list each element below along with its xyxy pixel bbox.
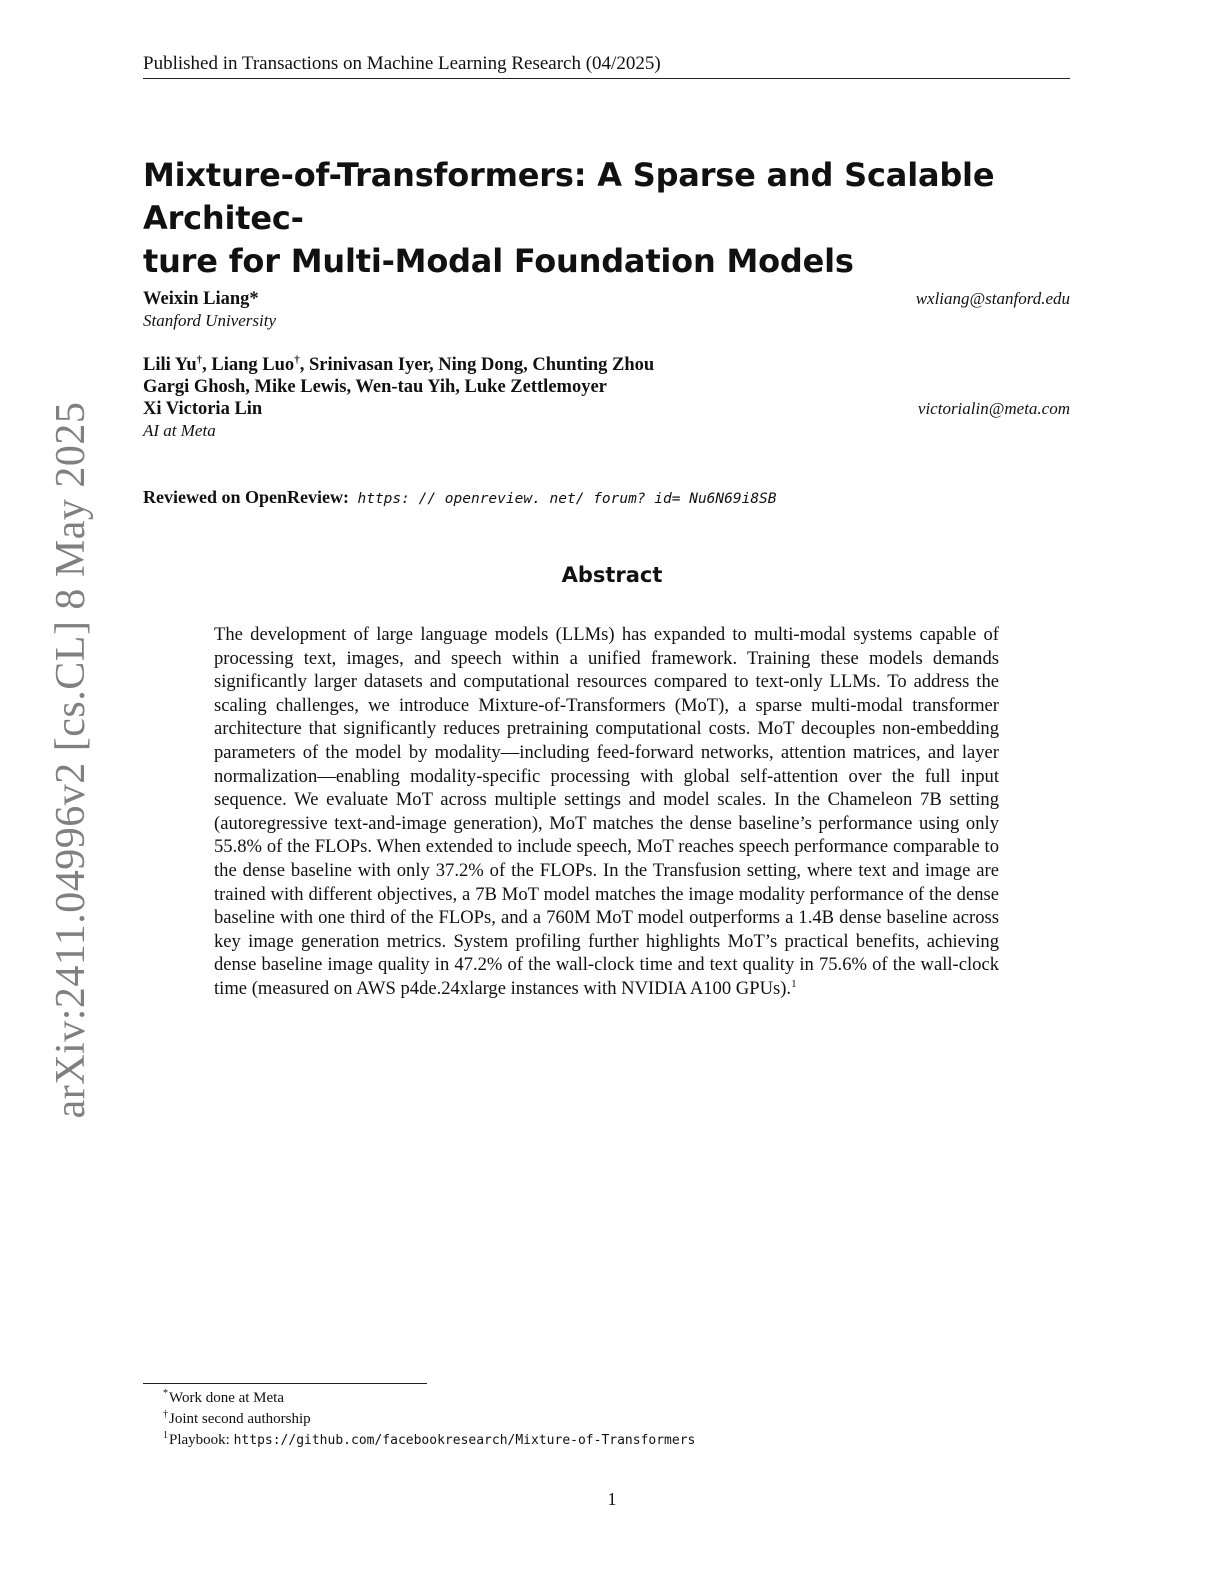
- abstract-text: The development of large language models (LLMs) has expanded to multi-modal systems capable of processing text, images, and speech within a unified framework. Training these models demands significantly larger datasets and computational resources compared to text-only LLMs. To address the scaling challenges, we introduce Mixture-of-Transformers (MoT), a sparse multi-modal transformer architecture that significantly reduces pretraining computational costs. MoT decouples non-embedding parameters of the model by modality—including feed-forward networks, attention matrices, and layer normalization—enabling modality-specific processing with global self-attention over the full input sequence. We evaluate MoT across multiple settings and model scales. In the Chameleon 7B setting (autoregressive text-and-image generation), MoT matches the dense baseline’s performance using only 55.8% of the FLOPs. When extended to include speech, MoT reaches speech performance comparable to the dense baseline with only 37.2% of the FLOPs. In the Transfusion setting, where text and image are trained with different objectives, a 7B MoT model matches the image modality performance of the dense baseline with one third of the FLOPs, and a 760M MoT model outperforms a 1.4B dense baseline across key image generation metrics. System profiling further highlights MoT’s practical benefits, achieving dense baseline image quality in 47.2% of the wall-clock time and text quality in 75.6% of the wall-clock time (measured on AWS p4de.24xlarge instances with NVIDIA A100 GPUs).: [214, 624, 999, 999]
- arxiv-side-stamp: arXiv:2411.04996v2 [cs.CL] 8 May 2025: [48, 401, 94, 1119]
- author-email[interactable]: wxliang@stanford.edu: [915, 289, 1070, 308]
- paper-title: [143, 154, 1073, 283]
- title-line-2: ture for Multi-Modal Foundation Models: [143, 242, 854, 280]
- author-affiliation: AI at Meta: [143, 421, 216, 440]
- footnote-item: †Joint second authorship: [163, 1409, 311, 1427]
- author-names-line-2: Gargi Ghosh, Mike Lewis, Wen-tau Yih, Luke Zettlemoyer: [143, 377, 607, 397]
- author-group-meta: [143, 354, 1070, 442]
- author-group-stanford: [143, 288, 1070, 332]
- review-line: [143, 486, 777, 510]
- footnote-ref[interactable]: 1: [791, 977, 797, 990]
- author-names-line-1: Lili Yu†, Liang Luo†, Srinivasan Iyer, Ning Dong, Chunting Zhou: [143, 354, 655, 375]
- abstract-heading: Abstract: [561, 563, 663, 587]
- author-email[interactable]: victorialin@meta.com: [917, 399, 1070, 418]
- author-affiliation: Stanford University: [143, 311, 276, 330]
- running-header: Published in Transactions on Machine Learning Research (04/2025): [143, 52, 1070, 79]
- footnote-item: $^1$Playbook: https://github.com/facebookresearch/Mixture-of-Transformers: [163, 1430, 696, 1448]
- footnote-item: *Work done at Meta: [163, 1388, 285, 1406]
- abstract-body: [214, 623, 999, 1001]
- page-number: 1: [607, 1489, 617, 1509]
- footnote-divider: [143, 1383, 427, 1384]
- dagger-mark: †: [196, 354, 203, 366]
- title-line-1: Mixture-of-Transformers: A Sparse and Scalable Architec-: [143, 156, 995, 237]
- author-names: Weixin Liang*: [143, 289, 259, 309]
- github-link[interactable]: https://github.com/facebookresearch/Mixture-of-Transformers: [233, 1433, 696, 1448]
- review-label: Reviewed on OpenReview:: [143, 487, 349, 507]
- author-names-line-3: Xi Victoria Lin: [143, 399, 263, 419]
- dagger-mark: †: [294, 354, 300, 366]
- openreview-link[interactable]: https: // openreview. net/ forum? id= Nu6N69i8SB: [357, 491, 777, 507]
- footnotes: [163, 1388, 1063, 1451]
